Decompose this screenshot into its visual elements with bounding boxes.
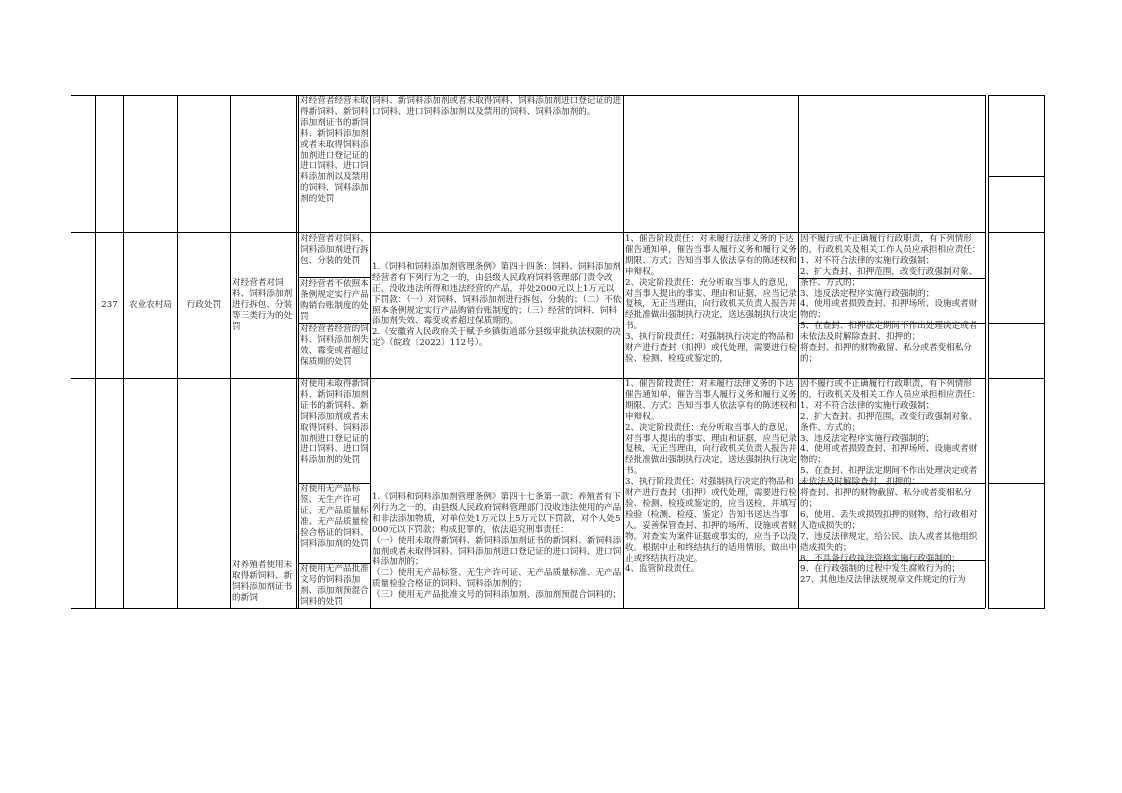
side-col-bottom [988,608,1045,609]
subitem-text: 对使用无产品标签、无生产许可证、无产品质量标准、无产品质量检验合格证的饲料、饲料添加剂的处罚 [300,484,369,549]
subitem-text: 对经营者经营未取得新饲料、新饲料添加剂证书的新饲料、新饲料添加剂或者未取得饲料添加剂进口登记证的进口饲料、进口饲料添加剂以及禁用的饲料、饲料添加剂的处罚 [300,96,369,205]
subitem-text: 对经营者不依照本条例规定实行产品购销台账制度的处罚 [300,279,369,322]
side-col-divider [988,483,1045,484]
subitem-text: 对使用无产品批准文号的饲料添加剂、添加剂预混合饲料的处罚 [300,564,369,607]
power-category: 行政处罚 [186,300,222,311]
subitem-text: 对经营者经营的饲料、饲料添加剂失效、霉变或者超过保质期的处罚 [300,324,369,367]
side-col-divider [988,176,1045,177]
col-divider [985,95,986,608]
row-number: 237 [101,300,118,311]
side-col-left [988,95,989,608]
side-col-divider [988,323,1045,324]
power-item: 对养殖者使用未取得新饲料、新饲料添加剂证书的新饲 [232,560,293,603]
power-item-text: 对经营者对饲料、饲料添加剂进行拆包、分装等三类行为的处罚 [232,278,293,332]
col-divider [230,95,231,608]
subitem-text: 对经营者对饲料、饲料添加剂进行拆包、分装的处罚 [300,234,369,266]
side-col-top [988,95,1045,96]
department: 农业农村局 [129,300,172,311]
accountability-text: 因不履行或不正确履行行政职责，有下列情形的，行政机关及相关工作人员应承担相应责任： 1、对不符合法律的实施行政强制； 2、扩大查封、扣押范围，改变行政强制对象、条件、方式的； 3、违反法定程序实施行政强制的； 4、使用或者损毁查封、扣押场所、设施或者财物的； 5、在查封、扣押法定期间不作出处理决定或者未依法及时解除查封、扣押的； 将查封、扣押的财物截留、私分或者变相私分的； [800,234,981,364]
accountability-text: 因不履行或不正确履行行政职责，有下列情形的，行政机关及相关工作人员应承担相应责任： 1、对不符合法律的实施行政强制； 2、扩大查封、扣押范围，改变行政强制对象、条件、方式的； 3、违反法定程序实施行政强制的； 4、使用或者损毁查封、扣押场所、设施或者财物的； 5、在查封、扣押法定期间不作出处理决定或者未依法及时解除查封、扣押的； 将查封、扣押的财物截留、私分或者变相私分的； 6、使用、丢失或损毁扣押的财物，给行政相对人造成损失的； 7、违反法律规定，给公民、法人或者其他组织造成损失的； 8、不具备行政执法资格实施行政强制的； 9、在行政强制的过程中发生腐败行为的； 27、其他违反法律法规规章文件规定的行为 [800,379,981,586]
side-col-divider [988,232,1045,233]
legal-basis-text: 饲料、新饲料添加剂或者未取得饲料、饲料添加剂进口登记证的进口饲料、进口饲料添加剂以及禁用的饲料、饲料添加剂的。 [372,96,622,117]
table-border-bottom [71,608,985,609]
col-divider [798,95,799,608]
power-item [232,233,295,378]
col-divider [296,95,297,608]
legal-basis-text: 1.《饲料和饲料添加剂管理条例》第四十四条：饲料、饲料添加剂经营者有下列行为之一的，由县级人民政府饲料管理部门责令改正，没收违法所得和违法经营的产品，并处2000元以上1万元以下罚款：（一）对饲料、饲料添加剂进行拆包、分装的；（二）不依照本条例规定实行产品购销台账制度的；（三）经营的饲料、饲料添加剂失效、霉变或者超过保质期的。 2.《安徽省人民政府关于赋予乡镇街道部分县级审批执法权限的决定》（皖政〔2022〕112号）。 [372,261,622,349]
side-col-divider [988,378,1045,379]
legal-basis-text: 1.《饲料和饲料添加剂管理条例》第四十七条第一款：养殖者有下列行为之一的，由县级人民政府饲料管理部门没收违法使用的产品和非法添加物质，对单位处1万元以上5万元以下罚款，对个人处5000元以下罚款；构成犯罪的，依法追究刑事责任： （一）使用未取得新饲料、新饲料添加剂证书的新饲料、新饲料添加剂或者未取得饲料、饲料添加剂进口登记证的进口饲料、进口饲料添加剂的； （二）使用无产品标签、无生产许可证、无产品质量标准、无产品质量检验合格证的饲料、饲料添加剂的； （三）使用无产品批准文号的饲料添加剂、添加剂预混合饲料的； [372,492,622,601]
duty-text: 1、催告阶段责任：对未履行法律义务的下达催告通知单，催告当事人履行义务和履行义务期限、方式；告知当事人依法享有的陈述权和申辩权。 2、决定阶段责任：充分听取当事人的意见，对当事人提出的事实、理由和证据，应当记录复核，无正当理由，向行政机关负责人报告并经批准做出强制执行决定，送达强制执行决定书。 3、执行阶段责任：对强制执行决定的物品和财产进行查封（扣押）或代处理，需要进行检验、检测、检疫或鉴定的，应当送检，并填写检验（检测、检疫、鉴定）告知书送达当事人。妥善保管查封、扣押的场所、设施或者财物。对查实为案件证据或事实的，应当予以没收。根据中止和终结执行的适用情形，做出中止或终结执行决定。 4、监管阶段责任。 [625,379,797,575]
duty-text: 1、催告阶段责任：对未履行法律义务的下达催告通知单，催告当事人履行义务和履行义务期限、方式；告知当事人依法享有的陈述权和申辩权。 2、决定阶段责任：充分听取当事人的意见，对当事人提出的事实、理由和证据，应当记录复核，无正当理由，向行政机关负责人报告并经批准做出强制执行决定，送达强制执行决定书。 3、执行阶段责任：对强制执行决定的物品和财产进行查封（扣押）或代处理，需要进行检验、检测、检疫或鉴定的， [625,234,797,364]
col-divider [298,95,299,608]
subitem-text: 对使用未取得新饲料、新饲料添加剂证书的新饲料、新饲料添加剂或者未取得饲料、饲料添加剂进口登记证的进口饲料、进口饲料添加剂的处罚 [300,379,369,466]
col-divider [623,95,624,608]
col-divider [370,95,371,608]
legal-basis [372,233,622,378]
side-col-right [1044,95,1045,608]
subitem-divider [298,277,370,278]
